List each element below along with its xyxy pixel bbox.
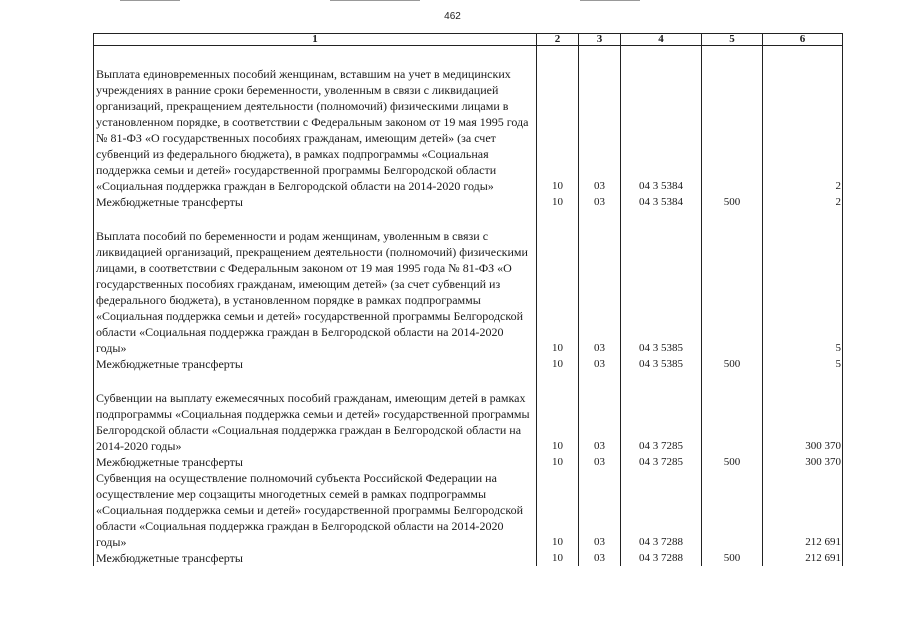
subsection-cell: 03 [579,372,621,454]
subsection-cell: 03 [579,356,621,372]
column-header: 1 [94,34,537,46]
target-article-cell: 04 3 5384 [621,194,702,210]
row-description: Межбюджетные трансферты [94,194,537,210]
table-row [94,470,843,550]
target-article-cell: 04 3 7285 [621,454,702,470]
row-description: Межбюджетные трансферты [94,356,537,372]
section-cell: 10 [537,194,579,210]
section-cell: 10 [537,210,579,356]
row-description: Межбюджетные трансферты [94,550,537,566]
target-article-cell: 04 3 7285 [621,372,702,454]
table-row [94,194,843,210]
scan-edge-line [330,0,420,1]
column-header: 4 [621,34,702,46]
column-header: 6 [763,34,843,46]
table-row [94,372,843,454]
section-cell: 10 [537,372,579,454]
budget-table [93,33,843,566]
expense-type-cell: 500 [702,550,763,566]
header-row [94,34,843,46]
target-article-cell: 04 3 5385 [621,356,702,372]
column-header: 2 [537,34,579,46]
target-article-cell: 04 3 5385 [621,210,702,356]
scan-edge-line [580,0,640,1]
section-cell: 10 [537,454,579,470]
table-row [94,210,843,356]
amount-cell: 5 [763,210,843,356]
amount-cell: 2 [763,46,843,195]
column-header: 3 [579,34,621,46]
section-cell: 10 [537,550,579,566]
section-cell: 10 [537,356,579,372]
scan-edge-line [120,0,180,1]
table-row [94,550,843,566]
table-row [94,46,843,195]
amount-cell: 300 370 [763,372,843,454]
subsection-cell: 03 [579,470,621,550]
amount-cell: 212 691 [763,550,843,566]
amount-cell: 212 691 [763,470,843,550]
row-description: Межбюджетные трансферты [94,454,537,470]
expense-type-cell: 500 [702,194,763,210]
section-cell: 10 [537,46,579,195]
expense-type-cell [702,470,763,550]
expense-type-cell [702,46,763,195]
column-header: 5 [702,34,763,46]
target-article-cell: 04 3 7288 [621,470,702,550]
subsection-cell: 03 [579,194,621,210]
amount-cell: 2 [763,194,843,210]
target-article-cell: 04 3 7288 [621,550,702,566]
subsection-cell: 03 [579,550,621,566]
expense-type-cell: 500 [702,356,763,372]
expense-type-cell: 500 [702,454,763,470]
row-description: Выплата единовременных пособий женщинам, вставшим на учет в медицинских учреждениях в ранние сроки беременности, уволенным в связи с ликвидацией организаций, прекращением деятельности (полномочий) физическими лицами в установленном порядке, в соответствии с Федеральным законом от 19 мая 1995 года № 81-ФЗ «О государственных пособиях гражданам, имеющим детей» (за счет субвенций из федерального бюджета), в рамках подпрограммы «Социальная поддержка семьи и детей» государственной программы Белгородской области «Социальная поддержка граждан в Белгородской области на 2014-2020 годы» [94,46,537,195]
target-article-cell: 04 3 5384 [621,46,702,195]
row-description: Субвенция на осуществление полномочий субъекта Российской Федерации на осуществление мер соцзащиты многодетных семей в рамках подпрограммы «Социальная поддержка семьи и детей» государственной программы Белгородской области «Социальная поддержка граждан в Белгородской области на 2014-2020 годы» [94,470,537,550]
subsection-cell: 03 [579,46,621,195]
subsection-cell: 03 [579,210,621,356]
table-row [94,454,843,470]
amount-cell: 300 370 [763,454,843,470]
row-description: Выплата пособий по беременности и родам женщинам, уволенным в связи с ликвидацией организаций, прекращением деятельности (полномочий) физическими лицами, в соответствии с Федеральным законом от 19 мая 1995 года № 81-ФЗ «О государственных пособиях гражданам, имеющим детей» (за счет субвенций из федерального бюджета), в установленном порядке в рамках подпрограммы «Социальная поддержка семьи и детей» государственной программы Белгородской области «Социальная поддержка граждан в Белгородской области на 2014-2020 годы» [94,210,537,356]
section-cell: 10 [537,470,579,550]
expense-type-cell [702,210,763,356]
table-row [94,356,843,372]
subsection-cell: 03 [579,454,621,470]
row-description: Субвенции на выплату ежемесячных пособий гражданам, имеющим детей в рамках подпрограммы «Социальная поддержка семьи и детей» государственной программы Белгородской области «Социальная поддержка граждан в Белгородской области на 2014-2020 годы» [94,372,537,454]
amount-cell: 5 [763,356,843,372]
page-number: 462 [444,11,461,22]
expense-type-cell [702,372,763,454]
